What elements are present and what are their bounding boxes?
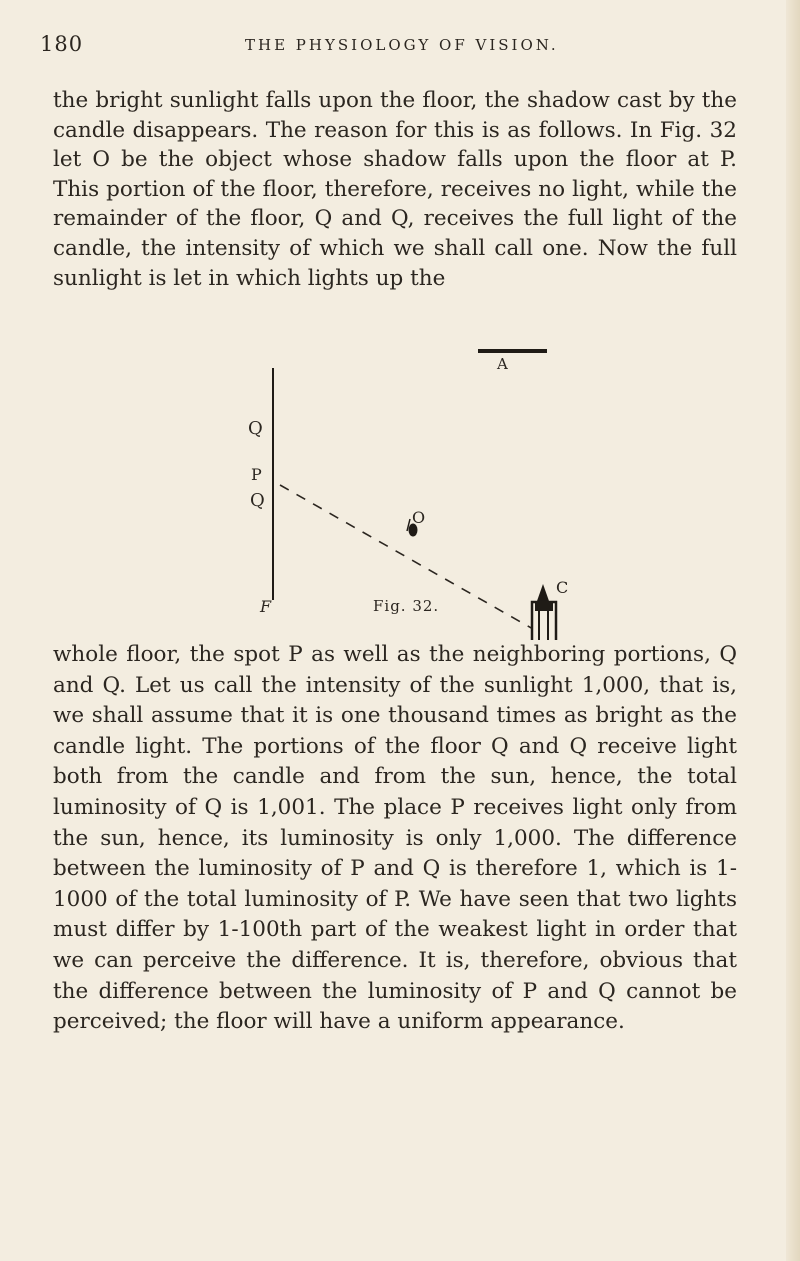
figure-caption: Fig. 32. — [373, 597, 440, 615]
paragraph-1: the bright sunlight falls upon the floor, the shadow cast by the candle disappears. The reason for this is as follows. In Fig. 32 let O be the object whose shadow falls upon the floor at P. This portion of the floor, therefore, receives no light, while the remainder of the floor, Q and Q, receives the full light of the candle, the intensity of which we shall call one. Now the full sunlight is let in which lights up the — [53, 88, 737, 291]
label-f: F — [260, 597, 272, 616]
label-p: P — [251, 465, 262, 484]
label-q-top: Q — [248, 418, 263, 439]
paragraph-2: whole floor, the spot P as well as the neighboring portions, Q and Q. Let us call the intensity of the sunlight 1,000, that is, we shall assume that it is one thousand times as bright as the candle light. The portions of the floor Q and Q receive light both from the candle and from the sun, hence, the total luminosity of Q is 1,001. The place P receives light only from the sun, hence, its luminosity is only 1,000. The difference between the luminosity of P and Q is therefore 1, which is 1-1000 of the total luminosity of P. We have seen that two lights must differ by 1-100th part of the weakest light in order that we can perceive the difference. It is, therefore, obvious that the difference between the luminosity of P and Q cannot be perceived; the floor will have a uniform appearance. — [53, 642, 737, 1035]
running-head-title: THE PHYSIOLOGY OF VISION. — [245, 36, 559, 54]
candle — [532, 584, 556, 640]
page-number: 180 — [40, 32, 84, 56]
label-o: O — [412, 508, 426, 527]
label-c: C — [556, 578, 569, 597]
candle-flame-icon — [537, 584, 549, 601]
label-q-bottom: Q — [250, 490, 265, 511]
label-a: A — [497, 355, 508, 373]
